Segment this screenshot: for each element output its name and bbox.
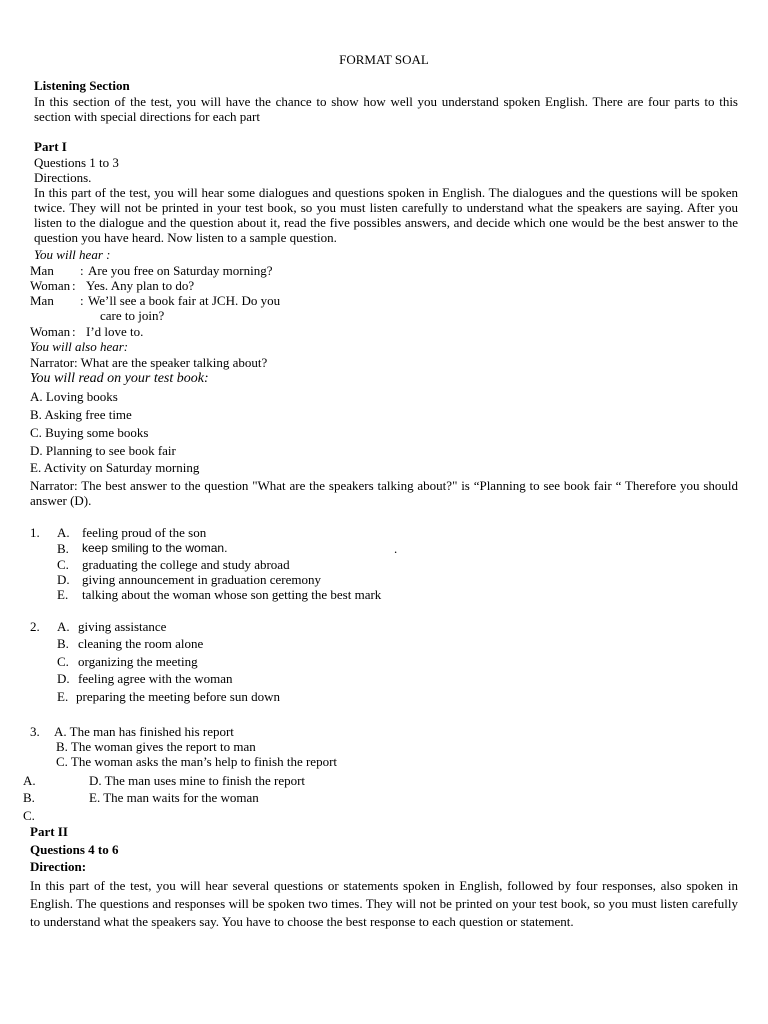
sample-option: E. Activity on Saturday morning xyxy=(30,460,200,475)
part2-questions-range: Questions 4 to 6 xyxy=(30,842,119,857)
option-letter: A. xyxy=(57,525,70,540)
dialogue-line: Are you free on Saturday morning? xyxy=(88,263,273,278)
listening-intro: In this section of the test, you will have the chance to show how well you understand spoken English. There are four parts to this section with special directions for each part xyxy=(34,94,738,124)
dialogue-separator: : xyxy=(72,324,76,339)
you-will-hear-label: You will hear : xyxy=(34,247,111,262)
part1-heading: Part I xyxy=(34,139,67,154)
option-line: B. The woman gives the report to man xyxy=(56,739,256,754)
page-title: FORMAT SOAL xyxy=(339,52,429,67)
option-text: feeling agree with the woman xyxy=(78,671,233,686)
part1-directions: In this part of the test, you will hear some dialogues and questions spoken in English. The dialogues and the questions will be spoken twice. They will not be printed in your test book, so you must listen carefully to understand what the speakers are saying. After you listen to the dialogue and the question about it, read the five possibles answers, and decide which one would be the best answer to the question you have heard. Now listen to a sample question. xyxy=(34,185,738,245)
option-text: giving announcement in graduation ceremony xyxy=(82,572,321,587)
option-text: keep smiling to the woman. xyxy=(82,541,228,555)
dialogue-line: I’d love to. xyxy=(86,324,144,339)
question-number: 2. xyxy=(30,619,40,634)
dialogue-speaker: Man xyxy=(30,263,54,278)
option-letter: E. xyxy=(57,587,69,602)
narrator-question: Narrator: What are the speaker talking about? xyxy=(30,355,268,370)
you-will-read-label: You will read on your test book: xyxy=(30,371,209,386)
option-text: graduating the college and study abroad xyxy=(82,557,290,572)
option-letter: C. xyxy=(57,557,69,572)
option-line: E. The man waits for the woman xyxy=(89,790,259,805)
option-text: preparing the meeting before sun down xyxy=(76,689,280,704)
part1-directions-label: Directions. xyxy=(34,170,92,185)
dialogue-separator: : xyxy=(72,278,76,293)
dialogue-separator: : xyxy=(80,263,84,278)
margin-letter: B. xyxy=(23,790,35,805)
option-letter: D. xyxy=(57,572,70,587)
dialogue-speaker: Woman xyxy=(30,278,71,293)
you-will-also-hear-label: You will also hear: xyxy=(30,339,129,354)
option-text: cleaning the room alone xyxy=(78,636,204,651)
option-letter: A. xyxy=(57,619,70,634)
listening-heading: Listening Section xyxy=(34,78,130,93)
narrator-answer: Narrator: The best answer to the question "What are the speakers talking about?" is “Planning to see book fair “ Therefore you should answer (D). xyxy=(30,478,738,508)
dialogue-line: Yes. Any plan to do? xyxy=(86,278,195,293)
option-letter: B. xyxy=(57,636,69,651)
option-letter: D. xyxy=(57,671,70,686)
option-line: A. The man has finished his report xyxy=(54,724,234,739)
option-text: feeling proud of the son xyxy=(82,525,207,540)
sample-option: B. Asking free time xyxy=(30,407,132,422)
sample-option: A. Loving books xyxy=(30,389,118,404)
dialogue-speaker: Man xyxy=(30,293,54,308)
part1-questions-range: Questions 1 to 3 xyxy=(34,155,119,170)
option-text: talking about the woman whose son getting the best mark xyxy=(82,587,382,602)
part2-heading: Part II xyxy=(30,824,68,839)
part2-direction-label: Direction: xyxy=(30,859,87,874)
dialogue-line: We’ll see a book fair at JCH. Do you xyxy=(88,293,281,308)
margin-letter: C. xyxy=(23,808,35,823)
stray-dot: . xyxy=(394,541,398,556)
option-line: D. The man uses mine to finish the report xyxy=(89,773,306,788)
sample-option: C. Buying some books xyxy=(30,425,149,440)
dialogue-separator: : xyxy=(80,293,84,308)
option-text: giving assistance xyxy=(78,619,167,634)
option-letter: B. xyxy=(57,541,69,556)
option-letter: E. xyxy=(57,689,69,704)
question-number: 3. xyxy=(30,724,40,739)
part2-direction: In this part of the test, you will hear several questions or statements spoken in English, followed by four responses, also spoken in English. The questions and responses will be spoken two times. They will not be printed on your test book, so you must listen carefully to understand what the speakers say. You have to choose the best response to each question or statement. xyxy=(30,878,738,929)
option-line: C. The woman asks the man’s help to finish the report xyxy=(56,754,338,769)
option-text: organizing the meeting xyxy=(78,654,198,669)
question-number: 1. xyxy=(30,525,40,540)
sample-option: D. Planning to see book fair xyxy=(30,443,176,458)
dialogue-continuation: care to join? xyxy=(100,308,165,323)
dialogue-speaker: Woman xyxy=(30,324,71,339)
option-letter: C. xyxy=(57,654,69,669)
margin-letter: A. xyxy=(23,773,36,788)
